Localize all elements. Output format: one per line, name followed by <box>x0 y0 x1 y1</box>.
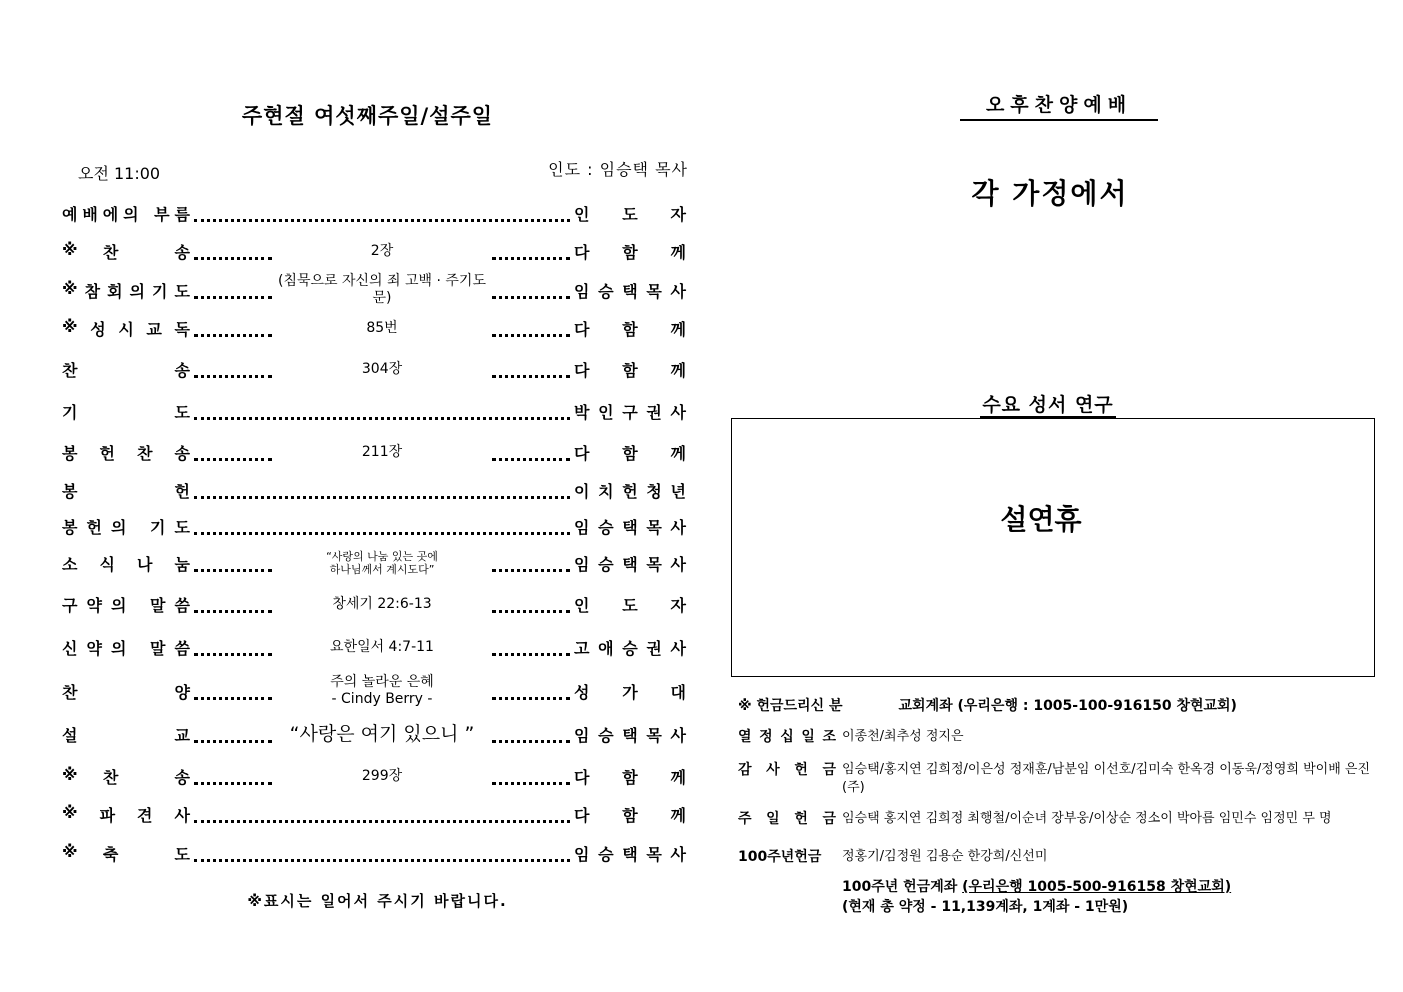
label-char <box>135 515 141 538</box>
person-char: 권 <box>646 638 662 658</box>
leader-dots <box>194 243 272 260</box>
person-char: 께 <box>670 767 686 787</box>
worship-item-detail: 주의 놀라운 은혜 - Cindy Berry - <box>330 674 434 707</box>
worship-item-label <box>62 765 190 788</box>
worship-row <box>62 198 686 228</box>
offering-type-char: 열 <box>738 729 752 745</box>
offering-type <box>738 761 842 797</box>
person-char: 목 <box>646 517 662 537</box>
leader-dots <box>492 320 570 337</box>
leader-dots <box>492 596 570 613</box>
offering-row <box>738 761 1378 797</box>
anniversary-account <box>842 877 1231 917</box>
worship-item-person <box>574 680 686 703</box>
worship-item-detail: (침묵으로 자신의 죄 고백 · 주기도문) <box>278 273 486 306</box>
offering-type-char: 감 <box>738 762 752 778</box>
person-char: 목 <box>646 725 662 745</box>
worship-item-detail: 304장 <box>361 360 403 377</box>
person-char: 함 <box>622 805 638 825</box>
person-char: 승 <box>598 554 614 574</box>
offering-names: 임승택 홍지연 김희정 최행철/이순녀 장부웅/이상순 정소이 박아름 임민수 임정민 무 명 <box>842 811 1332 826</box>
person-char: 께 <box>670 360 686 380</box>
person-char: 사 <box>670 844 686 864</box>
worship-item-person <box>574 202 686 225</box>
label-char: 헌 <box>174 481 190 501</box>
label-char: 찬 <box>62 360 78 380</box>
person-char: 택 <box>622 281 638 301</box>
worship-row <box>62 589 686 619</box>
person-char: 승 <box>598 725 614 745</box>
worship-row <box>62 761 686 791</box>
offering-type-char: 십 <box>780 729 794 745</box>
worship-row <box>62 632 686 662</box>
person-char: 성 <box>574 682 590 702</box>
person-char: 함 <box>622 767 638 787</box>
label-char: 송 <box>174 443 190 463</box>
person-char: 구 <box>622 402 638 422</box>
worship-item-label <box>62 317 190 340</box>
leader-dots <box>492 768 570 785</box>
worship-item-person <box>574 358 686 381</box>
worship-item-label <box>62 552 190 575</box>
label-char: 헌 <box>99 443 115 463</box>
person-char: 임 <box>574 517 590 537</box>
worship-item-label <box>62 279 190 302</box>
anniversary-account-label: 100주년 헌금계좌 <box>842 879 963 895</box>
worship-item-label <box>62 723 190 746</box>
worship-item-label <box>62 202 190 225</box>
offering-type-char: 년 <box>780 849 795 865</box>
label-char: ※ <box>62 841 78 861</box>
worship-item-label <box>62 358 190 381</box>
leader-dots <box>194 482 570 499</box>
leader-dots <box>492 726 570 743</box>
wednesday-study-title: 수요 성서 연구 <box>926 390 1170 417</box>
offering-type-char: 일 <box>801 729 815 745</box>
person-char: 인 <box>574 204 590 224</box>
label-char: 시 <box>118 319 134 339</box>
label-char: 예 <box>62 204 78 224</box>
worship-item-label <box>62 240 190 263</box>
label-char: 축 <box>102 844 119 864</box>
offering-type-char: 일 <box>766 811 780 827</box>
offering-type-char: 헌 <box>794 762 808 778</box>
label-char: 약 <box>86 638 102 658</box>
worship-item-person <box>574 552 686 575</box>
leader-dots <box>194 361 272 378</box>
label-char: ※ <box>62 316 78 336</box>
offering-names: 임승택/홍지연 김희정/이은성 정재훈/남분임 이선호/김미숙 한옥경 이동욱/정영희 박이배 은진(주) <box>842 762 1371 795</box>
leader-dots <box>194 845 570 862</box>
wednesday-study-box <box>731 418 1375 677</box>
worship-item-label <box>62 680 190 703</box>
worship-row <box>62 236 686 266</box>
offering-type-char: 헌 <box>794 849 808 865</box>
leader-dots <box>194 403 570 420</box>
label-char: 씀 <box>174 595 190 615</box>
label-char: 도 <box>174 402 190 422</box>
label-char: 눔 <box>174 554 190 574</box>
label-char: ※ <box>62 239 78 259</box>
worship-item-person <box>574 636 686 659</box>
offering-type-char: 조 <box>822 729 836 745</box>
person-char: 승 <box>598 517 614 537</box>
afternoon-service-text: 각 가정에서 <box>971 177 1129 210</box>
worship-item-person <box>574 441 686 464</box>
offering-type-char: 헌 <box>794 811 808 827</box>
standing-note: ※표시는 일어서 주시기 바랍니다. <box>247 892 508 910</box>
person-char: 치 <box>598 481 614 501</box>
label-char: 의 <box>110 638 127 658</box>
service-title: 주현절 여섯째주일/설주일 <box>241 104 494 128</box>
person-char: 택 <box>622 517 638 537</box>
offering-type-char: 1 <box>738 849 748 865</box>
worship-item-label <box>62 593 190 616</box>
worship-row <box>62 475 686 505</box>
offering-header <box>738 695 1237 715</box>
person-char: 사 <box>670 554 686 574</box>
person-char: 택 <box>622 844 638 864</box>
offering-row <box>738 728 1378 746</box>
label-char: 의 <box>110 517 127 537</box>
label-char: 의 <box>129 281 146 301</box>
label-char: 약 <box>86 595 102 615</box>
label-char <box>144 240 150 263</box>
person-char: 대 <box>670 682 686 702</box>
label-char <box>144 842 150 865</box>
service-time: 오전 11:00 <box>78 164 161 183</box>
offering-type <box>738 728 842 746</box>
worship-row <box>62 354 686 384</box>
church-account: 교회계좌 (우리은행 : 1005-100-916150 창현교회) <box>898 698 1237 714</box>
label-char: ※ <box>62 278 78 298</box>
label-char: 설 <box>62 725 78 745</box>
worship-item-detail: 299장 <box>361 767 403 784</box>
label-char: 부 <box>154 204 170 224</box>
offering-type-char: 0 <box>747 849 758 865</box>
label-char: 찬 <box>62 682 78 702</box>
leader-dots <box>194 596 272 613</box>
label-char: 사 <box>174 805 190 825</box>
worship-item-label <box>62 636 190 659</box>
leader-dots <box>492 361 570 378</box>
label-char: 배 <box>82 204 98 224</box>
person-char: 께 <box>670 242 686 262</box>
label-char: 찬 <box>102 242 119 262</box>
person-char: 고 <box>574 638 590 658</box>
person-char: 다 <box>574 443 590 463</box>
worship-item-detail: 211장 <box>361 443 403 460</box>
person-char: 다 <box>574 805 590 825</box>
person-char: 께 <box>670 319 686 339</box>
person-char: 권 <box>646 402 662 422</box>
worship-row <box>62 313 686 343</box>
label-char: 식 <box>99 554 115 574</box>
worship-item-label <box>62 441 190 464</box>
label-char: 나 <box>137 554 153 574</box>
person-char: 다 <box>574 767 590 787</box>
offering-type-char: 주 <box>767 849 781 865</box>
worship-item-person <box>574 842 686 865</box>
leader-dots <box>194 518 570 535</box>
label-char: 름 <box>174 204 190 224</box>
person-char: 청 <box>646 481 662 501</box>
offering-row <box>738 848 1378 866</box>
leader-dots <box>492 639 570 656</box>
anniversary-account-number: (우리은행 1005-500-916158 창현교회) <box>962 879 1232 895</box>
offering-names: 이종천/최추성 정지은 <box>842 729 964 744</box>
worship-row <box>62 275 686 305</box>
leader-dots <box>194 205 570 222</box>
worship-item-detail: 창세기 22:6-13 <box>332 595 432 612</box>
label-char: 봉 <box>62 481 78 501</box>
person-char: 애 <box>598 638 614 658</box>
person-char: 년 <box>670 481 686 501</box>
person-char: 박 <box>574 402 590 422</box>
offering-type <box>738 810 842 828</box>
person-char: 임 <box>574 844 590 864</box>
label-char: 찬 <box>137 443 153 463</box>
person-char: 임 <box>574 554 590 574</box>
person-char: 자 <box>670 204 686 224</box>
person-char: 함 <box>622 360 638 380</box>
person-char: 임 <box>574 725 590 745</box>
afternoon-service-title: 오후찬양예배 <box>960 90 1158 121</box>
label-char <box>144 765 150 788</box>
person-char: 다 <box>574 360 590 380</box>
person-char: 목 <box>646 844 662 864</box>
label-char: 송 <box>174 360 190 380</box>
offering-type-char: 0 <box>757 849 768 865</box>
label-char: 기 <box>152 281 168 301</box>
label-char: 말 <box>150 638 166 658</box>
worship-item-label <box>62 803 190 826</box>
leader-dots <box>492 683 570 700</box>
leader-dots <box>194 726 272 743</box>
label-char: 교 <box>146 319 162 339</box>
worship-row <box>62 676 686 706</box>
offering-head-label: ※ 헌금드리신 분 <box>738 698 843 714</box>
person-char: 함 <box>622 319 638 339</box>
label-char: 파 <box>99 805 116 825</box>
label-char: 도 <box>174 281 190 301</box>
label-char: 송 <box>174 242 190 262</box>
label-char <box>144 202 150 225</box>
label-char: 도 <box>174 517 190 537</box>
service-leader: 인도 : 임승택 목사 <box>548 160 688 179</box>
label-char: ※ <box>62 764 78 784</box>
worship-row <box>62 437 686 467</box>
leader-dots <box>194 683 272 700</box>
person-char: 승 <box>598 844 614 864</box>
person-char: 택 <box>622 554 638 574</box>
label-char: 의 <box>110 595 127 615</box>
worship-item-person <box>574 515 686 538</box>
worship-item-detail: “사랑의 나눔 있는 곳에 하나님께서 계시도다” <box>326 550 438 576</box>
worship-item-person <box>574 593 686 616</box>
offering-type-char: 사 <box>766 762 780 778</box>
label-char: ※ <box>62 802 78 822</box>
label-char: 기 <box>62 402 78 422</box>
leader-dots <box>492 444 570 461</box>
label-char: 에 <box>102 204 119 224</box>
worship-item-person <box>574 723 686 746</box>
offering-type-char: 주 <box>738 811 752 827</box>
label-char: 씀 <box>174 638 190 658</box>
label-char: 소 <box>62 554 78 574</box>
person-char: 목 <box>646 281 662 301</box>
label-char: 회 <box>107 281 123 301</box>
offering-names: 정홍기/김정원 김용순 한강희/신선미 <box>842 849 1048 864</box>
leader-dots <box>194 768 272 785</box>
worship-row <box>62 511 686 541</box>
worship-item-detail: 요한일서 4:7-11 <box>330 638 434 655</box>
person-char: 승 <box>622 638 638 658</box>
offering-type-char: 금 <box>807 849 822 865</box>
worship-item-label <box>62 479 190 502</box>
label-char: 기 <box>150 517 166 537</box>
worship-item-person <box>574 240 686 263</box>
anniversary-status: (현재 총 약정 - 11,139계좌, 1계좌 - 1만원) <box>842 899 1129 915</box>
label-char: 견 <box>137 805 153 825</box>
worship-item-person <box>574 479 686 502</box>
person-char: 함 <box>622 242 638 262</box>
person-char: 승 <box>598 281 614 301</box>
person-char: 사 <box>670 725 686 745</box>
person-char: 인 <box>598 402 614 422</box>
label-char: 헌 <box>86 517 102 537</box>
person-char: 도 <box>622 204 638 224</box>
person-char: 자 <box>670 595 686 615</box>
wednesday-study-text: 설연휴 <box>1000 503 1082 536</box>
worship-item-detail: “사랑은 여기 있으니 ” <box>289 722 475 745</box>
leader-dots <box>194 320 272 337</box>
leader-dots <box>492 282 570 299</box>
worship-item-person <box>574 803 686 826</box>
label-char <box>135 636 141 659</box>
person-char: 사 <box>670 517 686 537</box>
person-char: 다 <box>574 242 590 262</box>
person-char: 함 <box>622 443 638 463</box>
worship-item-label <box>62 515 190 538</box>
offering-row <box>738 810 1378 828</box>
label-char: 의 <box>123 204 139 224</box>
person-char: 이 <box>574 481 590 501</box>
label-char <box>135 593 141 616</box>
label-char: 구 <box>62 595 78 615</box>
leader-dots <box>194 806 570 823</box>
leader-dots <box>194 282 272 299</box>
worship-item-label <box>62 400 190 423</box>
person-char: 께 <box>670 443 686 463</box>
person-char: 사 <box>670 281 686 301</box>
label-char: 봉 <box>62 443 78 463</box>
worship-item-label <box>62 842 190 865</box>
offering-type <box>738 848 842 866</box>
label-char: 독 <box>174 319 190 339</box>
worship-item-detail: 85번 <box>366 319 398 336</box>
label-char: 송 <box>174 767 190 787</box>
worship-row <box>62 799 686 829</box>
worship-item-person <box>574 317 686 340</box>
worship-item-detail: 2장 <box>370 242 394 259</box>
person-char: 도 <box>622 595 638 615</box>
worship-row <box>62 548 686 578</box>
label-char: 말 <box>150 595 166 615</box>
worship-row <box>62 838 686 868</box>
worship-item-person <box>574 400 686 423</box>
person-char: 택 <box>622 725 638 745</box>
leader-dots <box>492 243 570 260</box>
person-char: 목 <box>646 554 662 574</box>
label-char: 교 <box>174 725 190 745</box>
label-char: 참 <box>84 281 101 301</box>
person-char: 헌 <box>622 481 638 501</box>
label-char: 찬 <box>102 767 119 787</box>
label-char: 양 <box>174 682 190 702</box>
label-char: 봉 <box>62 517 78 537</box>
worship-row <box>62 719 686 749</box>
worship-row <box>62 396 686 426</box>
leader-dots <box>194 639 272 656</box>
worship-item-person <box>574 765 686 788</box>
offering-type-char: 금 <box>822 762 836 778</box>
person-char: 인 <box>574 595 590 615</box>
person-char: 께 <box>670 805 686 825</box>
person-char: 사 <box>670 638 686 658</box>
label-char: 성 <box>90 319 106 339</box>
label-char: 신 <box>62 638 78 658</box>
leader-dots <box>194 555 272 572</box>
offering-type-char: 정 <box>759 729 773 745</box>
leader-dots <box>492 555 570 572</box>
person-char: 사 <box>670 402 686 422</box>
person-char: 가 <box>622 682 638 702</box>
worship-item-person <box>574 279 686 302</box>
person-char: 다 <box>574 319 590 339</box>
offering-type-char: 금 <box>822 811 836 827</box>
label-char: 도 <box>174 844 190 864</box>
leader-dots <box>194 444 272 461</box>
person-char: 임 <box>574 281 590 301</box>
